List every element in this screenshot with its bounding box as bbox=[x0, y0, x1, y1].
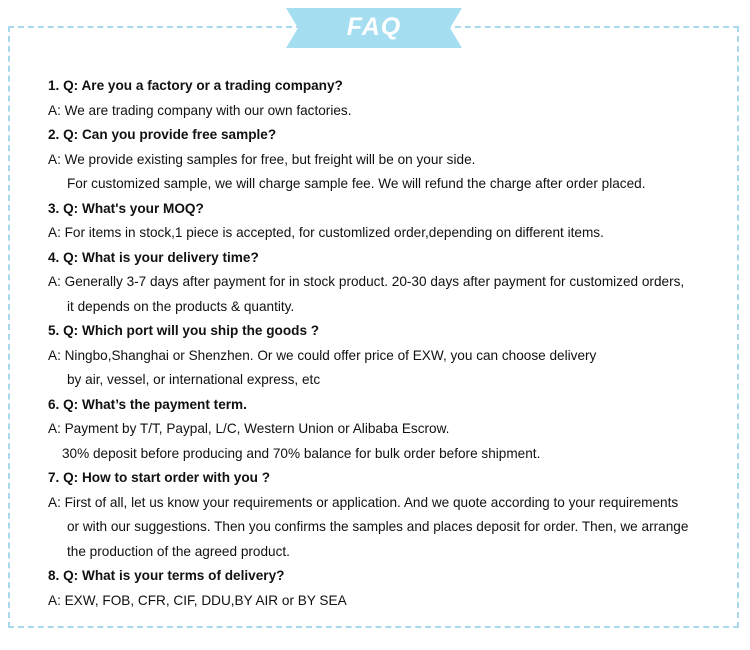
faq-answer: A: We provide existing samples for free, but freight will be on your side. bbox=[48, 151, 476, 167]
faq-answer-continued: or with our suggestions. Then you confirms the samples and places deposit for order. Then, we arrange bbox=[67, 519, 689, 534]
faq-question: 7. Q: How to start order with you ? bbox=[48, 470, 271, 485]
faq-answer-continued: For customized sample, we will charge sample fee. We will refund the charge after order placed. bbox=[67, 176, 646, 191]
faq-answer: A: Generally 3-7 days after payment for in stock product. 20-30 days after payment for customized orders, bbox=[48, 274, 685, 289]
faq-question: 4. Q: What is your delivery time? bbox=[48, 249, 259, 265]
faq-answer: A: Payment by T/T, Paypal, L/C, Western Union or Alibaba Escrow. bbox=[48, 421, 450, 436]
banner-title: FAQ bbox=[346, 13, 402, 41]
faq-answer-continued: the production of the agreed product. bbox=[67, 543, 290, 559]
faq-question: 8. Q: What is your terms of delivery? bbox=[48, 568, 285, 583]
faq-answer-continued: it depends on the products & quantity. bbox=[67, 298, 295, 314]
faq-question: 6. Q: What’s the payment term. bbox=[48, 396, 247, 412]
faq-question: 2. Q: Can you provide free sample? bbox=[48, 127, 277, 142]
faq-list bbox=[48, 74, 728, 613]
faq-answer: A: For items in stock,1 piece is accepted, for customlized order,depending on different items. bbox=[48, 225, 604, 240]
faq-answer: A: First of all, let us know your requirements or application. And we quote according to your requirements bbox=[48, 494, 679, 510]
faq-question: 3. Q: What's your MOQ? bbox=[48, 200, 204, 216]
faq-answer: A: EXW, FOB, CFR, CIF, DDU,BY AIR or BY SEA bbox=[48, 592, 347, 608]
faq-banner bbox=[286, 6, 462, 50]
faq-answer: A: We are trading company with our own factories. bbox=[48, 102, 352, 118]
faq-answer-continued: by air, vessel, or international express, etc bbox=[67, 372, 321, 387]
faq-question: 1. Q: Are you a factory or a trading company? bbox=[48, 78, 343, 93]
faq-answer-continued: 30% deposit before producing and 70% balance for bulk order before shipment. bbox=[62, 445, 541, 461]
faq-question: 5. Q: Which port will you ship the goods ? bbox=[48, 323, 320, 338]
faq-answer: A: Ningbo,Shanghai or Shenzhen. Or we could offer price of EXW, you can choose delivery bbox=[48, 347, 597, 363]
